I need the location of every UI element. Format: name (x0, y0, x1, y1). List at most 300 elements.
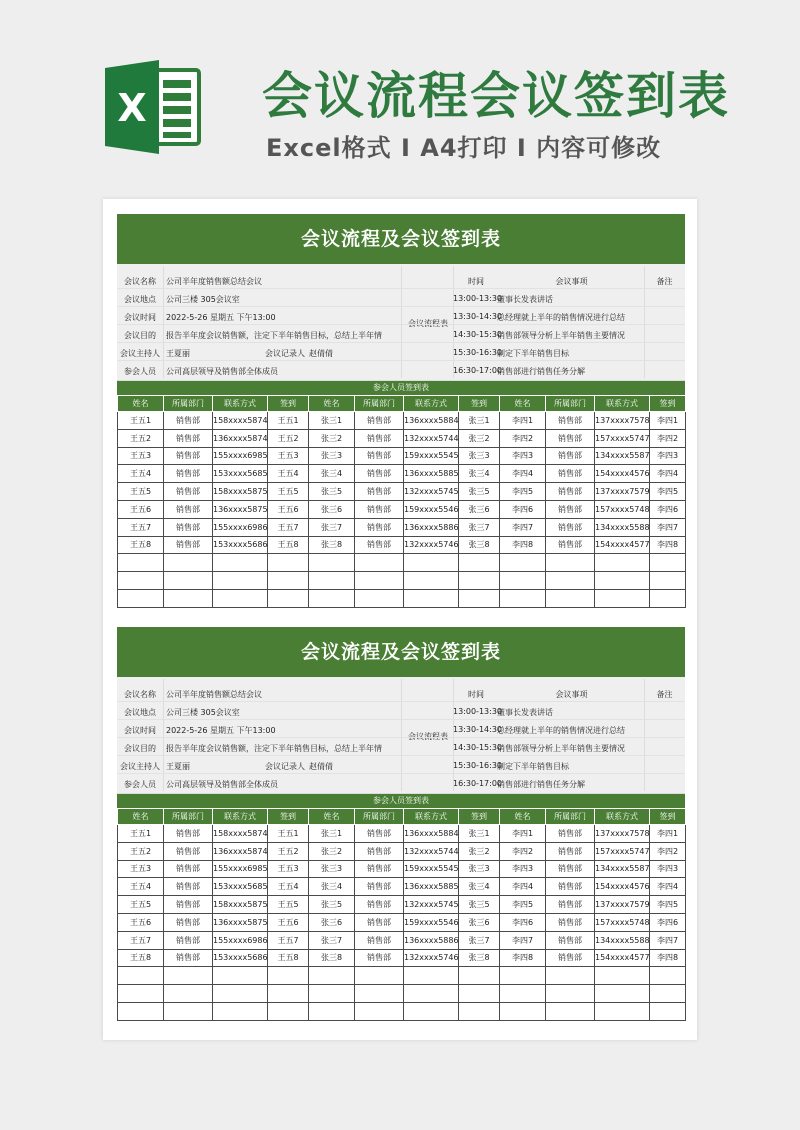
table-cell[interactable]: 153xxxx5685 (213, 878, 268, 896)
table-cell[interactable]: 张三7 (459, 931, 500, 949)
table-cell[interactable]: 张三7 (309, 931, 355, 949)
table-cell[interactable]: 155xxxx6986 (213, 518, 268, 536)
table-cell[interactable]: 张三4 (459, 878, 500, 896)
table-cell-empty[interactable] (500, 985, 546, 1003)
table-cell[interactable]: 张三2 (309, 842, 355, 860)
table-cell[interactable]: 李四3 (500, 447, 546, 465)
table-cell-empty[interactable] (118, 967, 164, 985)
table-cell[interactable]: 王五1 (268, 825, 309, 843)
table-cell-empty[interactable] (595, 589, 650, 607)
table-cell[interactable]: 136xxxx5885 (404, 465, 459, 483)
table-cell[interactable]: 王五4 (118, 878, 164, 896)
table-cell[interactable]: 销售部 (546, 860, 595, 878)
table-cell[interactable]: 李四4 (650, 878, 686, 896)
table-cell[interactable]: 137xxxx7579 (595, 483, 650, 501)
table-cell-empty[interactable] (164, 572, 213, 590)
table-cell-empty[interactable] (268, 967, 309, 985)
table-cell[interactable]: 157xxxx5747 (595, 429, 650, 447)
table-cell[interactable]: 李四7 (650, 931, 686, 949)
table-cell[interactable]: 王五8 (118, 949, 164, 967)
table-cell[interactable]: 李四3 (500, 860, 546, 878)
table-cell[interactable]: 销售部 (355, 842, 404, 860)
table-cell-empty[interactable] (459, 967, 500, 985)
table-cell-empty[interactable] (500, 967, 546, 985)
table-cell[interactable]: 136xxxx5884 (404, 825, 459, 843)
table-cell[interactable]: 136xxxx5875 (213, 913, 268, 931)
table-cell[interactable]: 销售部 (164, 536, 213, 554)
table-cell[interactable]: 销售部 (546, 949, 595, 967)
table-cell-empty[interactable] (459, 572, 500, 590)
table-cell[interactable]: 销售部 (546, 465, 595, 483)
table-cell[interactable]: 155xxxx6985 (213, 447, 268, 465)
table-cell[interactable]: 132xxxx5746 (404, 949, 459, 967)
table-cell[interactable]: 王五4 (268, 878, 309, 896)
column-header: 姓名 (118, 809, 164, 825)
table-cell[interactable]: 张三8 (459, 536, 500, 554)
table-cell[interactable]: 销售部 (355, 896, 404, 914)
table-cell-empty[interactable] (213, 967, 268, 985)
table-cell[interactable]: 154xxxx4576 (595, 878, 650, 896)
sheet-2 (117, 627, 685, 1021)
table-cell-empty[interactable] (355, 554, 404, 572)
table-cell[interactable]: 销售部 (546, 429, 595, 447)
schedule-time: 15:30-16:30 (453, 761, 502, 770)
sheet-title: 会议流程及会议签到表 (117, 627, 685, 677)
table-cell[interactable]: 李四7 (500, 518, 546, 536)
table-cell[interactable]: 134xxxx5587 (595, 447, 650, 465)
table-cell[interactable]: 李四1 (500, 412, 546, 430)
table-cell-empty[interactable] (650, 554, 686, 572)
table-cell[interactable]: 销售部 (164, 412, 213, 430)
table-cell[interactable]: 销售部 (164, 825, 213, 843)
table-cell[interactable]: 张三5 (309, 896, 355, 914)
table-cell[interactable]: 王五4 (118, 465, 164, 483)
table-cell[interactable]: 销售部 (164, 913, 213, 931)
table-cell-empty[interactable] (118, 1002, 164, 1020)
table-cell-empty[interactable] (595, 572, 650, 590)
table-row-empty (118, 967, 686, 985)
table-cell-empty[interactable] (213, 1002, 268, 1020)
table-cell[interactable]: 销售部 (355, 931, 404, 949)
table-cell-empty[interactable] (546, 554, 595, 572)
table-cell-empty[interactable] (268, 589, 309, 607)
page-subtitle: Excel格式 I A4打印 I 内容可修改 (266, 134, 662, 162)
document-paper (103, 199, 697, 1040)
table-cell[interactable]: 李四5 (500, 483, 546, 501)
table-cell-empty[interactable] (546, 967, 595, 985)
table-cell[interactable]: 王五1 (118, 825, 164, 843)
table-cell[interactable]: 李四4 (650, 465, 686, 483)
table-row-empty (118, 554, 686, 572)
table-cell[interactable]: 李四2 (650, 842, 686, 860)
table-row (118, 896, 686, 914)
table-cell[interactable]: 张三8 (309, 949, 355, 967)
table-cell[interactable]: 销售部 (164, 465, 213, 483)
table-cell-empty[interactable] (595, 985, 650, 1003)
table-cell[interactable]: 李四5 (650, 483, 686, 501)
table-cell[interactable]: 张三3 (309, 860, 355, 878)
table-cell[interactable]: 132xxxx5745 (404, 896, 459, 914)
schedule-item: 制定下半年销售目标 (497, 762, 569, 771)
table-cell[interactable]: 张三5 (309, 483, 355, 501)
schedule-time: 14:30-15:30 (453, 330, 502, 339)
table-cell[interactable]: 136xxxx5875 (213, 500, 268, 518)
table-cell[interactable]: 张三1 (459, 412, 500, 430)
label-meeting-time: 会议时间 (124, 726, 156, 735)
table-cell-empty[interactable] (650, 985, 686, 1003)
table-cell[interactable]: 销售部 (546, 536, 595, 554)
table-cell[interactable]: 李四8 (500, 949, 546, 967)
table-cell-empty[interactable] (459, 985, 500, 1003)
meeting-time-value: 2022-5-26 星期五 下午13:00 (166, 726, 276, 735)
schedule-time: 16:30-17:00 (453, 366, 502, 375)
table-cell[interactable]: 王五7 (118, 518, 164, 536)
table-cell-empty[interactable] (546, 985, 595, 1003)
table-cell[interactable]: 王五2 (118, 429, 164, 447)
table-cell[interactable]: 张三4 (309, 878, 355, 896)
table-cell[interactable]: 136xxxx5874 (213, 429, 268, 447)
table-cell[interactable]: 销售部 (355, 429, 404, 447)
table-cell[interactable]: 销售部 (355, 825, 404, 843)
table-cell[interactable]: 155xxxx6986 (213, 931, 268, 949)
table-cell[interactable]: 销售部 (355, 913, 404, 931)
table-row (118, 465, 686, 483)
info-row-divider (117, 755, 685, 756)
table-cell[interactable]: 李四1 (650, 412, 686, 430)
table-cell[interactable]: 李四4 (500, 465, 546, 483)
table-cell-empty[interactable] (404, 985, 459, 1003)
table-cell[interactable]: 张三3 (459, 447, 500, 465)
table-cell[interactable]: 154xxxx4577 (595, 949, 650, 967)
table-cell-empty[interactable] (650, 1002, 686, 1020)
table-cell-empty[interactable] (404, 572, 459, 590)
table-cell-empty[interactable] (268, 572, 309, 590)
table-cell[interactable]: 137xxxx7578 (595, 412, 650, 430)
table-cell[interactable]: 销售部 (164, 447, 213, 465)
table-cell[interactable]: 张三3 (309, 447, 355, 465)
label-meeting-attendees: 参会人员 (124, 367, 156, 376)
column-header: 所属部门 (546, 396, 595, 412)
table-cell[interactable]: 王五6 (268, 500, 309, 518)
table-cell[interactable]: 159xxxx5545 (404, 860, 459, 878)
table-cell-empty[interactable] (355, 589, 404, 607)
table-cell[interactable]: 销售部 (164, 931, 213, 949)
table-cell[interactable]: 王五1 (118, 412, 164, 430)
table-cell[interactable]: 王五3 (118, 447, 164, 465)
label-meeting-recorder: 会议记录人 (265, 349, 305, 358)
table-cell[interactable]: 李四6 (650, 913, 686, 931)
table-cell[interactable]: 销售部 (355, 412, 404, 430)
label-meeting-purpose: 会议目的 (124, 744, 156, 753)
table-cell[interactable]: 销售部 (355, 465, 404, 483)
table-cell[interactable]: 132xxxx5746 (404, 536, 459, 554)
table-cell[interactable]: 137xxxx7579 (595, 896, 650, 914)
table-cell-empty[interactable] (404, 1002, 459, 1020)
table-cell[interactable]: 李四8 (650, 536, 686, 554)
table-cell-empty[interactable] (546, 1002, 595, 1020)
table-cell[interactable]: 王五7 (118, 931, 164, 949)
table-cell[interactable]: 153xxxx5686 (213, 949, 268, 967)
table-cell[interactable]: 张三4 (309, 465, 355, 483)
remark-header: 备注 (656, 690, 673, 699)
table-cell[interactable]: 张三3 (459, 860, 500, 878)
table-cell-empty[interactable] (164, 1002, 213, 1020)
table-cell[interactable]: 王五5 (268, 483, 309, 501)
table-cell[interactable]: 李四6 (500, 500, 546, 518)
column-header: 签到 (459, 809, 500, 825)
table-cell-empty[interactable] (500, 1002, 546, 1020)
attendance-section-title: 参会人员签到表 (117, 794, 685, 808)
table-cell[interactable]: 销售部 (546, 412, 595, 430)
table-cell[interactable]: 张三2 (459, 429, 500, 447)
table-cell-empty[interactable] (309, 985, 355, 1003)
table-cell-empty[interactable] (355, 985, 404, 1003)
table-cell[interactable]: 李四2 (500, 429, 546, 447)
table-cell[interactable]: 销售部 (546, 518, 595, 536)
table-cell[interactable]: 销售部 (164, 878, 213, 896)
table-cell[interactable]: 张三8 (309, 536, 355, 554)
table-cell[interactable]: 134xxxx5587 (595, 860, 650, 878)
table-cell[interactable]: 李四6 (650, 500, 686, 518)
table-cell[interactable]: 销售部 (355, 518, 404, 536)
table-cell[interactable]: 王五1 (268, 412, 309, 430)
table-cell-empty[interactable] (355, 967, 404, 985)
table-cell[interactable]: 132xxxx5745 (404, 483, 459, 501)
table-cell[interactable]: 销售部 (546, 878, 595, 896)
table-cell-empty[interactable] (650, 967, 686, 985)
table-row-empty (118, 1002, 686, 1020)
table-cell[interactable]: 销售部 (546, 896, 595, 914)
table-cell-empty[interactable] (595, 967, 650, 985)
table-cell-empty[interactable] (213, 554, 268, 572)
table-cell[interactable]: 王五6 (118, 913, 164, 931)
sheet-1 (117, 214, 685, 608)
table-cell[interactable]: 张三2 (459, 842, 500, 860)
table-cell[interactable]: 销售部 (355, 536, 404, 554)
table-cell[interactable]: 李四3 (650, 860, 686, 878)
table-cell-empty[interactable] (404, 554, 459, 572)
table-cell[interactable]: 张三6 (459, 913, 500, 931)
table-cell-empty[interactable] (118, 589, 164, 607)
table-row (118, 913, 686, 931)
table-cell[interactable]: 李四7 (500, 931, 546, 949)
table-cell[interactable]: 136xxxx5886 (404, 931, 459, 949)
table-cell[interactable]: 王五2 (118, 842, 164, 860)
table-cell[interactable]: 张三7 (309, 518, 355, 536)
table-cell[interactable]: 销售部 (355, 483, 404, 501)
table-cell[interactable]: 张三2 (309, 429, 355, 447)
table-cell[interactable]: 王五8 (268, 949, 309, 967)
table-cell[interactable]: 153xxxx5686 (213, 536, 268, 554)
table-cell[interactable]: 158xxxx5875 (213, 896, 268, 914)
table-cell[interactable]: 张三5 (459, 483, 500, 501)
table-cell[interactable]: 李四1 (650, 825, 686, 843)
schedule-time: 13:30-14:30 (453, 312, 502, 321)
table-cell[interactable]: 王五5 (268, 896, 309, 914)
table-cell-empty[interactable] (268, 554, 309, 572)
table-cell[interactable]: 134xxxx5588 (595, 931, 650, 949)
table-cell[interactable]: 销售部 (164, 949, 213, 967)
table-cell-empty[interactable] (595, 554, 650, 572)
table-cell[interactable]: 李四7 (650, 518, 686, 536)
table-cell[interactable]: 销售部 (164, 518, 213, 536)
table-cell[interactable]: 李四6 (500, 913, 546, 931)
table-cell[interactable]: 王五2 (268, 842, 309, 860)
table-cell[interactable]: 销售部 (546, 825, 595, 843)
table-cell-empty[interactable] (546, 572, 595, 590)
label-meeting-place: 会议地点 (124, 708, 156, 717)
table-cell[interactable]: 136xxxx5874 (213, 842, 268, 860)
table-cell[interactable]: 销售部 (164, 500, 213, 518)
table-cell[interactable]: 王五3 (118, 860, 164, 878)
table-cell[interactable]: 王五5 (118, 483, 164, 501)
table-cell-empty[interactable] (213, 985, 268, 1003)
table-cell-empty[interactable] (118, 985, 164, 1003)
table-cell[interactable]: 销售部 (164, 860, 213, 878)
table-cell-empty[interactable] (595, 1002, 650, 1020)
table-cell[interactable]: 134xxxx5588 (595, 518, 650, 536)
table-cell[interactable]: 159xxxx5546 (404, 500, 459, 518)
table-cell[interactable]: 王五3 (268, 860, 309, 878)
table-cell[interactable]: 137xxxx7578 (595, 825, 650, 843)
table-cell[interactable]: 王五5 (118, 896, 164, 914)
column-header: 姓名 (500, 809, 546, 825)
table-cell[interactable]: 王五7 (268, 931, 309, 949)
label-meeting-recorder: 会议记录人 (265, 762, 305, 771)
table-cell-empty[interactable] (268, 985, 309, 1003)
table-cell-empty[interactable] (164, 985, 213, 1003)
table-cell-empty[interactable] (459, 589, 500, 607)
table-cell[interactable]: 张三1 (309, 825, 355, 843)
table-cell[interactable]: 张三6 (309, 913, 355, 931)
table-cell[interactable]: 158xxxx5875 (213, 483, 268, 501)
table-cell[interactable]: 136xxxx5886 (404, 518, 459, 536)
table-cell[interactable]: 154xxxx4576 (595, 465, 650, 483)
table-cell[interactable]: 销售部 (546, 842, 595, 860)
table-cell[interactable]: 王五8 (268, 536, 309, 554)
table-cell[interactable]: 李四1 (500, 825, 546, 843)
table-cell[interactable]: 销售部 (355, 447, 404, 465)
table-cell-empty[interactable] (355, 1002, 404, 1020)
table-cell-empty[interactable] (404, 967, 459, 985)
table-cell[interactable]: 154xxxx4577 (595, 536, 650, 554)
table-cell[interactable]: 销售部 (164, 896, 213, 914)
table-cell[interactable]: 销售部 (164, 842, 213, 860)
table-cell[interactable]: 王五3 (268, 447, 309, 465)
table-cell[interactable]: 销售部 (355, 860, 404, 878)
table-cell-empty[interactable] (213, 572, 268, 590)
table-cell[interactable]: 张三6 (459, 500, 500, 518)
table-cell[interactable]: 销售部 (546, 913, 595, 931)
table-cell[interactable]: 153xxxx5685 (213, 465, 268, 483)
table-cell[interactable]: 张三1 (309, 412, 355, 430)
table-cell[interactable]: 张三6 (309, 500, 355, 518)
table-cell[interactable]: 张三4 (459, 465, 500, 483)
table-cell-empty[interactable] (459, 554, 500, 572)
table-cell[interactable]: 王五4 (268, 465, 309, 483)
table-cell-empty[interactable] (309, 589, 355, 607)
table-cell[interactable]: 李四5 (650, 896, 686, 914)
table-cell-empty[interactable] (309, 572, 355, 590)
table-cell[interactable]: 158xxxx5874 (213, 412, 268, 430)
table-cell[interactable]: 155xxxx6985 (213, 860, 268, 878)
table-cell[interactable]: 销售部 (546, 483, 595, 501)
table-cell[interactable]: 132xxxx5744 (404, 842, 459, 860)
table-cell[interactable]: 销售部 (355, 878, 404, 896)
table-cell[interactable]: 159xxxx5546 (404, 913, 459, 931)
table-cell[interactable]: 张三1 (459, 825, 500, 843)
table-cell[interactable]: 销售部 (355, 949, 404, 967)
table-cell[interactable]: 张三5 (459, 896, 500, 914)
table-cell-empty[interactable] (500, 572, 546, 590)
table-cell[interactable]: 销售部 (546, 500, 595, 518)
table-cell[interactable]: 李四2 (500, 842, 546, 860)
table-cell-empty[interactable] (404, 589, 459, 607)
table-cell[interactable]: 销售部 (164, 483, 213, 501)
info-row-divider (117, 773, 685, 774)
table-cell-empty[interactable] (118, 572, 164, 590)
table-cell-empty[interactable] (164, 589, 213, 607)
table-cell-empty[interactable] (164, 967, 213, 985)
table-cell[interactable]: 李四2 (650, 429, 686, 447)
table-cell[interactable]: 157xxxx5748 (595, 500, 650, 518)
table-cell[interactable]: 李四3 (650, 447, 686, 465)
table-cell[interactable]: 销售部 (164, 429, 213, 447)
table-cell[interactable]: 王五8 (118, 536, 164, 554)
schedule-item: 销售部进行销售任务分解 (497, 780, 585, 789)
table-cell[interactable]: 销售部 (546, 931, 595, 949)
table-cell[interactable]: 李四8 (650, 949, 686, 967)
table-cell[interactable]: 王五6 (268, 913, 309, 931)
table-cell[interactable]: 李四4 (500, 878, 546, 896)
table-cell-empty[interactable] (500, 554, 546, 572)
table-cell[interactable]: 销售部 (546, 447, 595, 465)
table-cell[interactable]: 销售部 (355, 500, 404, 518)
meeting-attendees-value: 公司高层领导及销售部全体成员 (166, 780, 278, 789)
table-cell-empty[interactable] (309, 1002, 355, 1020)
table-cell[interactable]: 132xxxx5744 (404, 429, 459, 447)
table-cell[interactable]: 158xxxx5874 (213, 825, 268, 843)
table-cell[interactable]: 王五2 (268, 429, 309, 447)
table-cell[interactable]: 136xxxx5884 (404, 412, 459, 430)
table-cell[interactable]: 李四8 (500, 536, 546, 554)
schedule-time-header: 时间 (468, 277, 484, 286)
meeting-recorder-value: 赵倩倩 (309, 349, 333, 358)
table-cell-empty[interactable] (164, 554, 213, 572)
table-cell[interactable]: 王五6 (118, 500, 164, 518)
table-cell-empty[interactable] (459, 1002, 500, 1020)
table-cell-empty[interactable] (118, 554, 164, 572)
table-cell[interactable]: 李四5 (500, 896, 546, 914)
table-cell[interactable]: 王五7 (268, 518, 309, 536)
table-cell[interactable]: 张三8 (459, 949, 500, 967)
table-cell[interactable]: 159xxxx5545 (404, 447, 459, 465)
table-cell[interactable]: 136xxxx5885 (404, 878, 459, 896)
table-cell-empty[interactable] (309, 967, 355, 985)
table-cell[interactable]: 157xxxx5747 (595, 842, 650, 860)
table-cell-empty[interactable] (650, 589, 686, 607)
table-cell-empty[interactable] (309, 554, 355, 572)
table-cell-empty[interactable] (213, 589, 268, 607)
table-cell-empty[interactable] (355, 572, 404, 590)
table-cell[interactable]: 157xxxx5748 (595, 913, 650, 931)
excel-logo-letter: X (117, 86, 147, 130)
table-cell-empty[interactable] (546, 589, 595, 607)
table-cell-empty[interactable] (268, 1002, 309, 1020)
table-cell-empty[interactable] (650, 572, 686, 590)
table-cell-empty[interactable] (500, 589, 546, 607)
table-cell[interactable]: 张三7 (459, 518, 500, 536)
